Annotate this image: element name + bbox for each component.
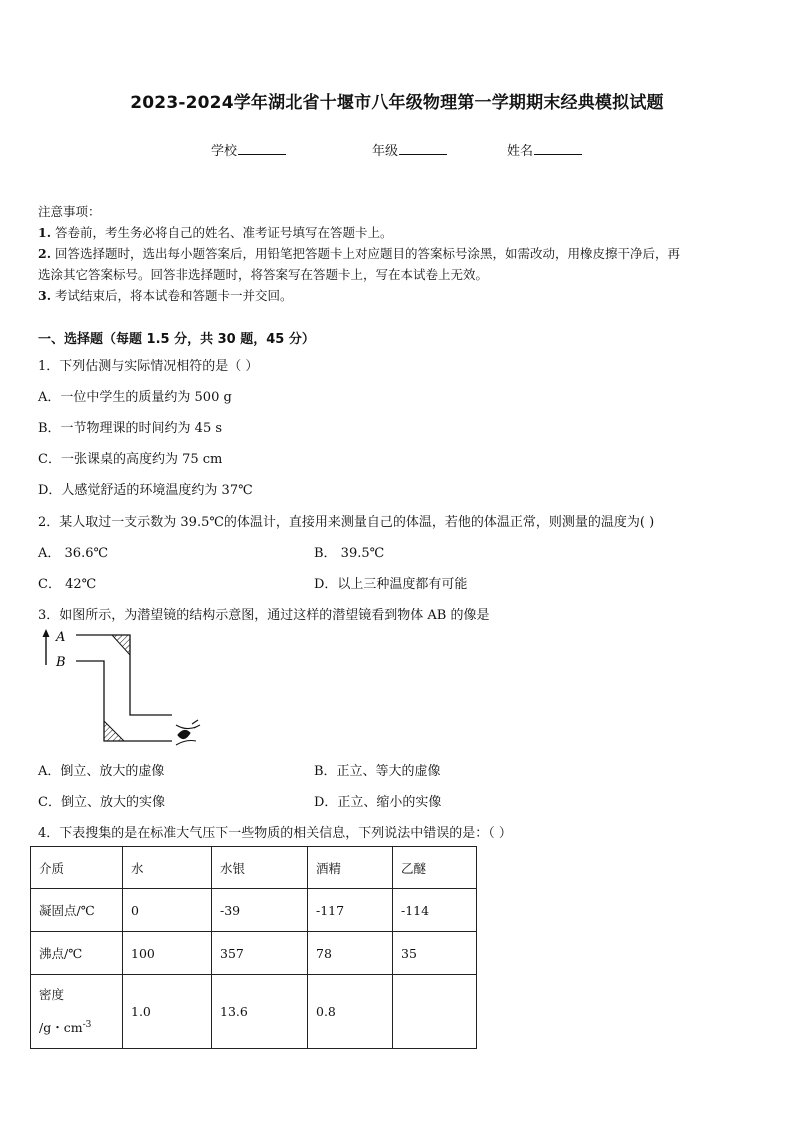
table-cell: 0 — [123, 889, 212, 932]
q2-option-b: B． 39.5℃ — [314, 546, 385, 561]
notes-block — [38, 201, 680, 306]
q3-option-d: D．正立、缩小的实像 — [314, 795, 442, 810]
periscope-tube — [76, 635, 172, 741]
q1-option-d: D．人感觉舒适的环境温度约为 37℃ — [38, 483, 253, 498]
upper-mirror — [112, 635, 130, 655]
notes-heading: 注意事项： — [38, 204, 101, 219]
table-cell: -114 — [393, 889, 477, 932]
school-label: 学校 — [211, 144, 238, 159]
name-blank — [534, 142, 582, 155]
table-header-cell: 酒精 — [308, 847, 393, 889]
grade-blank — [399, 142, 447, 155]
table-header-cell: 乙醚 — [393, 847, 477, 889]
q3-option-b: B．正立、等大的虚像 — [314, 764, 441, 779]
table-cell — [31, 975, 123, 1049]
substance-table — [30, 846, 477, 1049]
lower-mirror — [104, 721, 124, 741]
object-arrow — [43, 629, 50, 665]
grade-field — [372, 140, 447, 159]
table-header-cell: 介质 — [31, 847, 123, 889]
school-blank — [238, 142, 286, 155]
q2-option-a: A． 36.6℃ — [38, 546, 109, 561]
table-row — [31, 932, 477, 975]
label-b: B — [56, 655, 66, 670]
question-4-stem: 4．下表搜集的是在标准大气压下一些物质的相关信息，下列说法中错误的是：（ ） — [38, 826, 512, 841]
table-cell: 78 — [308, 932, 393, 975]
q1-option-b: B．一节物理课的时间约为 45 s — [38, 421, 223, 436]
grade-label: 年级 — [372, 144, 399, 159]
density-label-line-2: /g・$cm^{-3}$ — [39, 1019, 92, 1036]
page-title: 2023-2024学年湖北省十堰市八年级物理第一学期期末经典模拟试题 — [130, 93, 664, 113]
table-cell: -117 — [308, 889, 393, 932]
question-1-stem: 1．下列估测与实际情况相符的是（ ） — [38, 359, 259, 374]
note-item-2-cont: 选涂其它答案标号。回答非选择题时，将答案写在答题卡上，写在本试卷上无效。 — [38, 267, 489, 282]
table-row — [31, 889, 477, 932]
table-row — [31, 975, 477, 1049]
table-cell: 357 — [212, 932, 308, 975]
table-cell: 13.6 — [212, 975, 308, 1049]
q2-option-d: D．以上三种温度都有可能 — [314, 577, 468, 592]
note-item-3: 3. 考试结束后，将本试卷和答题卡一并交回。 — [38, 288, 293, 303]
table-cell: 35 — [393, 932, 477, 975]
eye-icon — [176, 720, 200, 745]
table-header-row — [31, 847, 477, 889]
table-header-cell: 水 — [123, 847, 212, 889]
question-3-stem: 3．如图所示，为潜望镜的结构示意图，通过这样的潜望镜看到物体 AB 的像是 — [38, 608, 490, 623]
table-header-cell: 水银 — [212, 847, 308, 889]
name-label: 姓名 — [507, 144, 534, 159]
name-field — [507, 140, 582, 159]
q1-option-c: C．一张课桌的高度约为 75 cm — [38, 452, 223, 467]
note-item-1: 1. 答卷前，考生务必将自己的姓名、准考证号填写在答题卡上。 — [38, 225, 393, 240]
table-cell: 1.0 — [123, 975, 212, 1049]
table-cell: 沸点/℃ — [31, 932, 123, 975]
density-label-line-1: 密度 — [39, 986, 65, 1002]
section-heading: 一、选择题（每题 1.5 分，共 30 题，45 分） — [38, 332, 315, 347]
table-cell — [393, 975, 477, 1049]
note-item-2: 2. 回答选择题时，选出每小题答案后，用铅笔把答题卡上对应题目的答案标号涂黑，如需改动，用橡皮擦干净后，再 — [38, 246, 681, 261]
table-cell: 100 — [123, 932, 212, 975]
table-cell: 凝固点/℃ — [31, 889, 123, 932]
q1-option-a: A．一位中学生的质量约为 500 g — [38, 390, 232, 405]
label-a: A — [56, 630, 66, 645]
q3-option-c: C．倒立、放大的实像 — [38, 795, 165, 810]
school-field — [211, 140, 286, 159]
periscope-diagram — [34, 627, 209, 753]
table-cell: 0.8 — [308, 975, 393, 1049]
question-2-stem: 2．某人取过一支示数为 39.5℃的体温计，直接用来测量自己的体温，若他的体温正常，则测量的温度为( ) — [38, 515, 655, 530]
q3-option-a: A．倒立、放大的虚像 — [38, 764, 165, 779]
table-cell: -39 — [212, 889, 308, 932]
q2-option-c: C． 42℃ — [38, 577, 97, 592]
